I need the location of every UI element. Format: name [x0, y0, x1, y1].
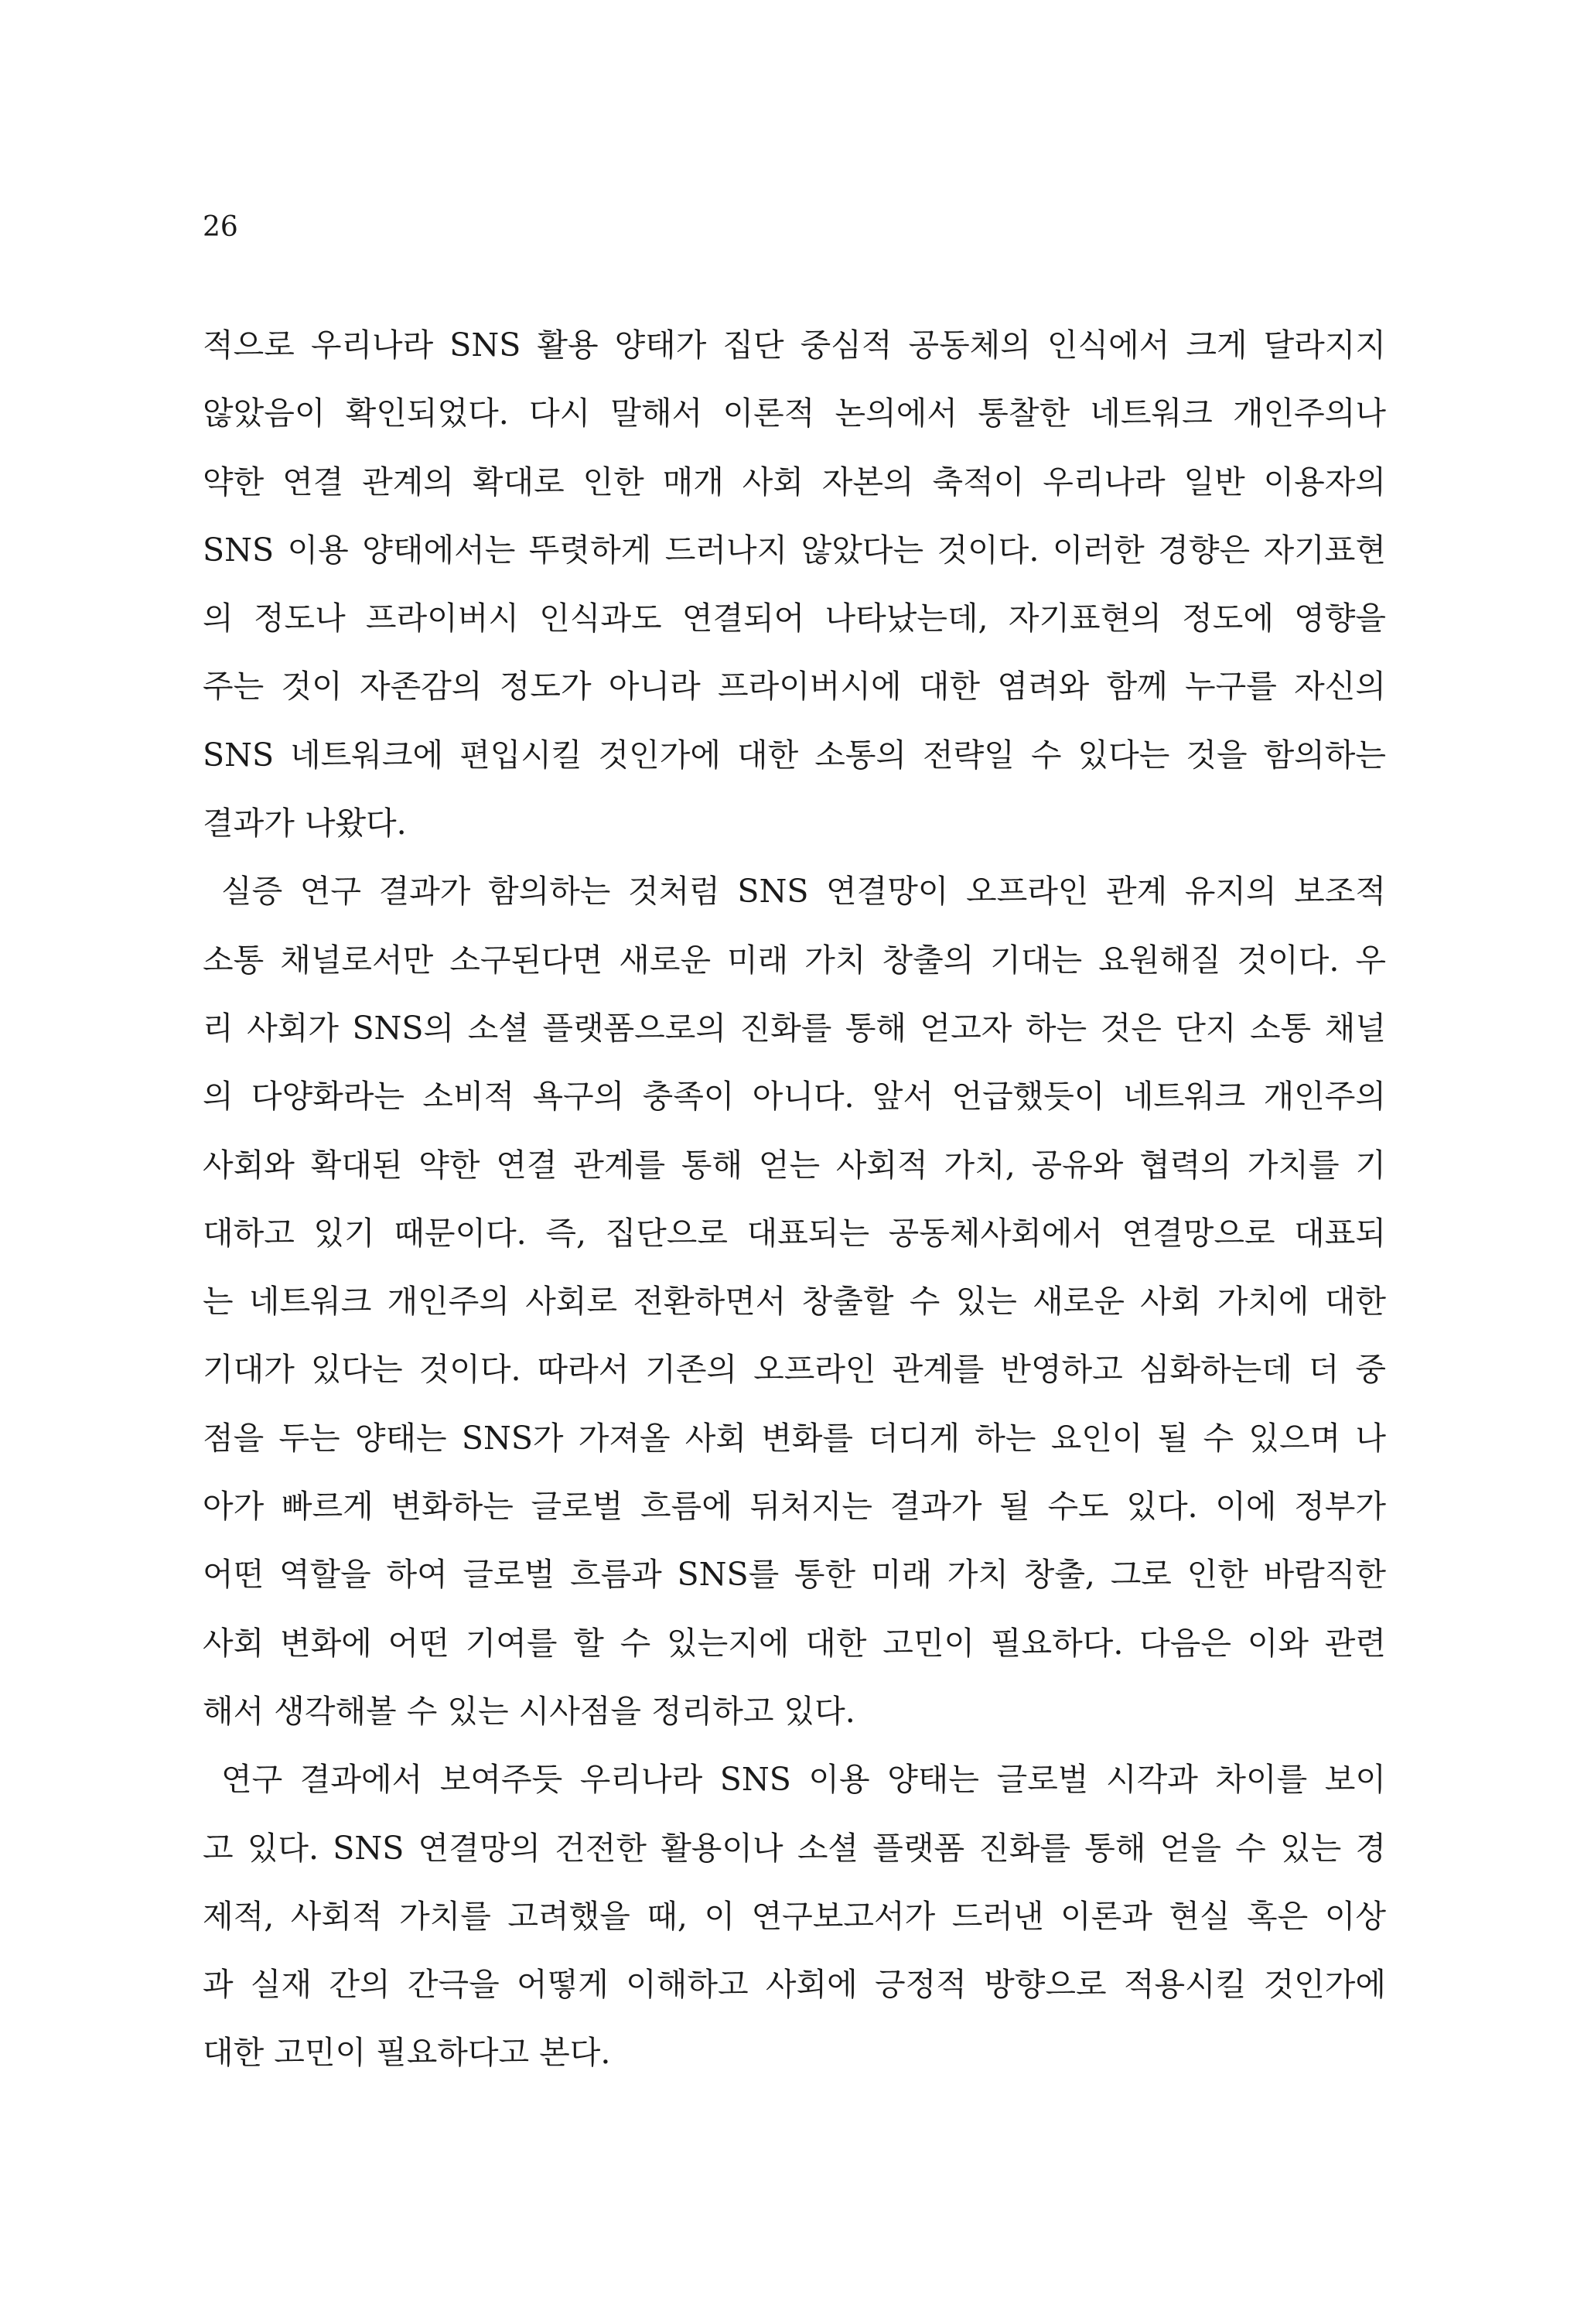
body-text: [203, 323, 1386, 2100]
text-line: 대한 고민이 필요하다고 본다.: [203, 2034, 611, 2072]
text-line: 사회 변화에 어떤 기여를 할 수 있는지에 대한 고민이 필요하다. 다음은 이와 관련: [203, 1624, 1386, 1662]
text-line: 약한 연결 관계의 확대로 인한 매개 사회 자본의 축적이 우리나라 일반 이용자의: [203, 463, 1386, 501]
text-line: 해서 생각해볼 수 있는 시사점을 정리하고 있다.: [203, 1692, 855, 1730]
text-line: 실증 연구 결과가 함의하는 것처럼 SNS 연결망이 오프라인 관계 유지의 보조적: [221, 873, 1386, 911]
text-line: SNS 네트워크에 편입시킬 것인가에 대한 소통의 전략일 수 있다는 것을 함의하는: [203, 736, 1386, 774]
text-line: 적으로 우리나라 SNS 활용 양태가 집단 중심적 공동체의 인식에서 크게 달라지지: [203, 326, 1386, 364]
text-line: 고 있다. SNS 연결망의 건전한 활용이나 소셜 플랫폼 진화를 통해 얻을 수 있는 경: [203, 1829, 1386, 1867]
text-line: 기대가 있다는 것이다. 따라서 기존의 오프라인 관계를 반영하고 심화하는데 더 중: [203, 1351, 1386, 1389]
text-line: 대하고 있기 때문이다. 즉, 집단으로 대표되는 공동체사회에서 연결망으로 대표되: [203, 1214, 1386, 1252]
text-line: 아가 빠르게 변화하는 글로벌 흐름에 뒤처지는 결과가 될 수도 있다. 이에 정부가: [203, 1488, 1386, 1526]
text-line: 소통 채널로서만 소구된다면 새로운 미래 가치 창출의 기대는 요원해질 것이다. 우: [203, 941, 1386, 979]
text-line: 의 정도나 프라이버시 인식과도 연결되어 나타났는데, 자기표현의 정도에 영향을: [203, 600, 1386, 637]
text-line: 점을 두는 양태는 SNS가 가져올 사회 변화를 더디게 하는 요인이 될 수 있으며 나: [203, 1419, 1386, 1457]
text-line: 결과가 나왔다.: [203, 805, 407, 842]
text-line: 주는 것이 자존감의 정도가 아니라 프라이버시에 대한 염려와 함께 누구를 자신의: [203, 668, 1386, 706]
text-line: 어떤 역할을 하여 글로벌 흐름과 SNS를 통한 미래 가치 창출, 그로 인한 바람직한: [203, 1556, 1386, 1594]
text-line: 않았음이 확인되었다. 다시 말해서 이론적 논의에서 통찰한 네트워크 개인주의나: [203, 395, 1386, 432]
text-line: 과 실재 간의 간극을 어떻게 이해하고 사회에 긍정적 방향으로 적용시킬 것인가에: [203, 1966, 1386, 2004]
text-line: 의 다양화라는 소비적 욕구의 충족이 아니다. 앞서 언급했듯이 네트워크 개인주의: [203, 1078, 1386, 1116]
text-line: SNS 이용 양태에서는 뚜렷하게 드러나지 않았다는 것이다. 이러한 경향은 자기표현: [203, 531, 1386, 569]
text-line: 는 네트워크 개인주의 사회로 전환하면서 창출할 수 있는 새로운 사회 가치에 대한: [203, 1283, 1386, 1321]
text-line: 리 사회가 SNS의 소셜 플랫폼으로의 진화를 통해 얻고자 하는 것은 단지 소통 채널: [203, 1009, 1386, 1047]
text-line: 제적, 사회적 가치를 고려했을 때, 이 연구보고서가 드러낸 이론과 현실 혹은 이상: [203, 1897, 1386, 1935]
page-number: 26: [203, 211, 238, 243]
text-line: 연구 결과에서 보여주듯 우리나라 SNS 이용 양태는 글로벌 시각과 차이를 보이: [221, 1761, 1386, 1799]
text-line: 사회와 확대된 약한 연결 관계를 통해 얻는 사회적 가치, 공유와 협력의 가치를 기: [203, 1146, 1386, 1184]
